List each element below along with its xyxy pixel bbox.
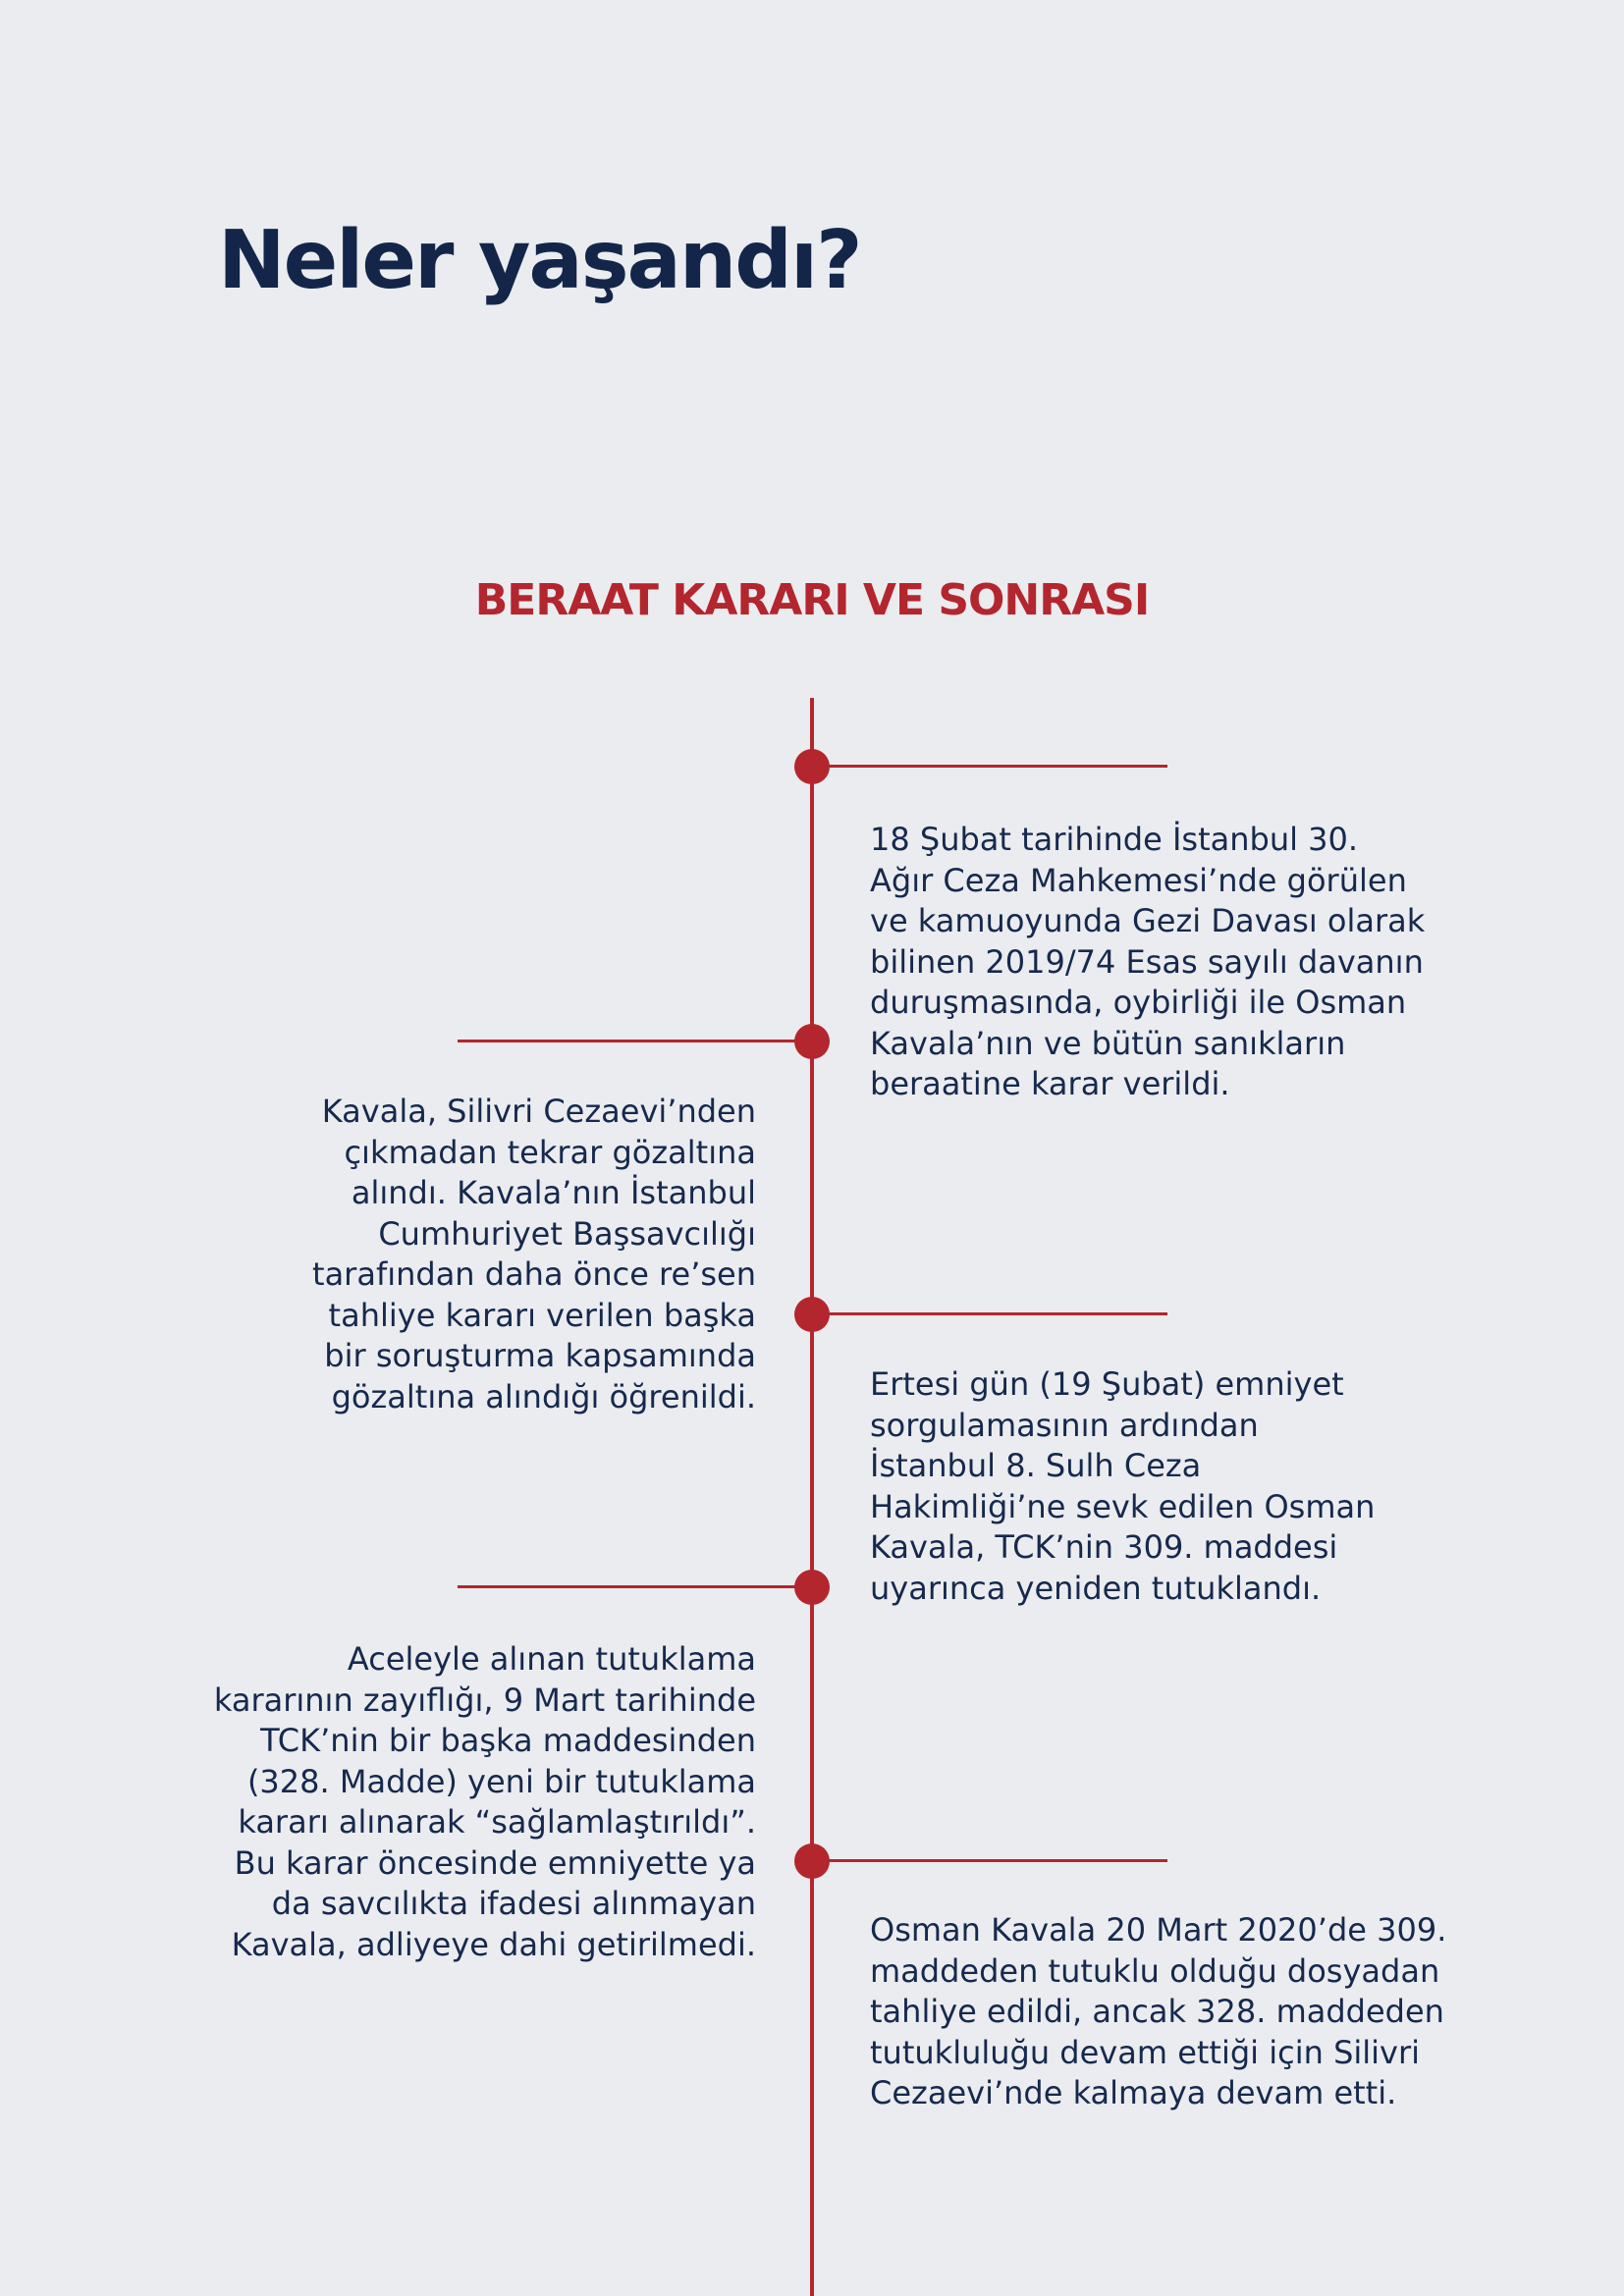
timeline-entry-2-text: Kavala, Silivri Cezaevi’nden çıkmadan tekrar gözaltına alındı. Kavala’nın İstanbul Cumhuriyet Başsavcılığı tarafından daha önce re’sen tahliye kararı verilen başka bir soruşturma kapsamında gözaltına alındığı öğrenildi.	[312, 1093, 756, 1415]
timeline-branch-4	[458, 1585, 811, 1588]
timeline-branch-3	[813, 1312, 1167, 1315]
timeline-dot-1	[794, 749, 830, 784]
section-heading: BERAAT KARARI VE SONRASI	[474, 575, 1150, 625]
timeline-dot-5	[794, 1843, 830, 1879]
timeline-entry-5-text: Osman Kavala 20 Mart 2020’de 309. maddeden tutuklu olduğu dosyadan tahliye edildi, ancak 328. maddeden tutukluluğu devam ettiği için Silivri Cezaevi’nde kalmaya devam etti.	[870, 1911, 1447, 2111]
timeline-dot-2	[794, 1024, 830, 1059]
page-title: Neler yaşandı?	[218, 214, 861, 307]
timeline-dot-4	[794, 1570, 830, 1605]
timeline-branch-2	[458, 1040, 811, 1042]
timeline-branch-5	[813, 1859, 1167, 1862]
timeline-entry-4-text: Aceleyle alınan tutuklama kararının zayıflığı, 9 Mart tarihinde TCK’nin bir başka maddesinden (328. Madde) yeni bir tutuklama kararı alınarak “sağlamlaştırıldı”. Bu karar öncesinde emniyette ya da savcılıkta ifadesi alınmayan Kavala, adliyeye dahi getirilmedi.	[213, 1640, 756, 1963]
timeline-dot-3	[794, 1297, 830, 1332]
timeline-spine	[810, 698, 814, 2296]
timeline-branch-1	[813, 765, 1167, 768]
timeline-entry-1-text: 18 Şubat tarihinde İstanbul 30. Ağır Ceza Mahkemesi’nde görülen ve kamuoyunda Gezi Davası olarak bilinen 2019/74 Esas sayılı davanın duruşmasında, oybirliği ile Osman Kavala’nın ve bütün sanıkların beraatine karar verildi.	[870, 821, 1426, 1102]
timeline-entry-3-text: Ertesi gün (19 Şubat) emniyet sorgulamasının ardından İstanbul 8. Sulh Ceza Hakimliği’ne sevk edilen Osman Kavala, TCK’nin 309. maddesi uyarınca yeniden tutuklandı.	[870, 1365, 1376, 1607]
